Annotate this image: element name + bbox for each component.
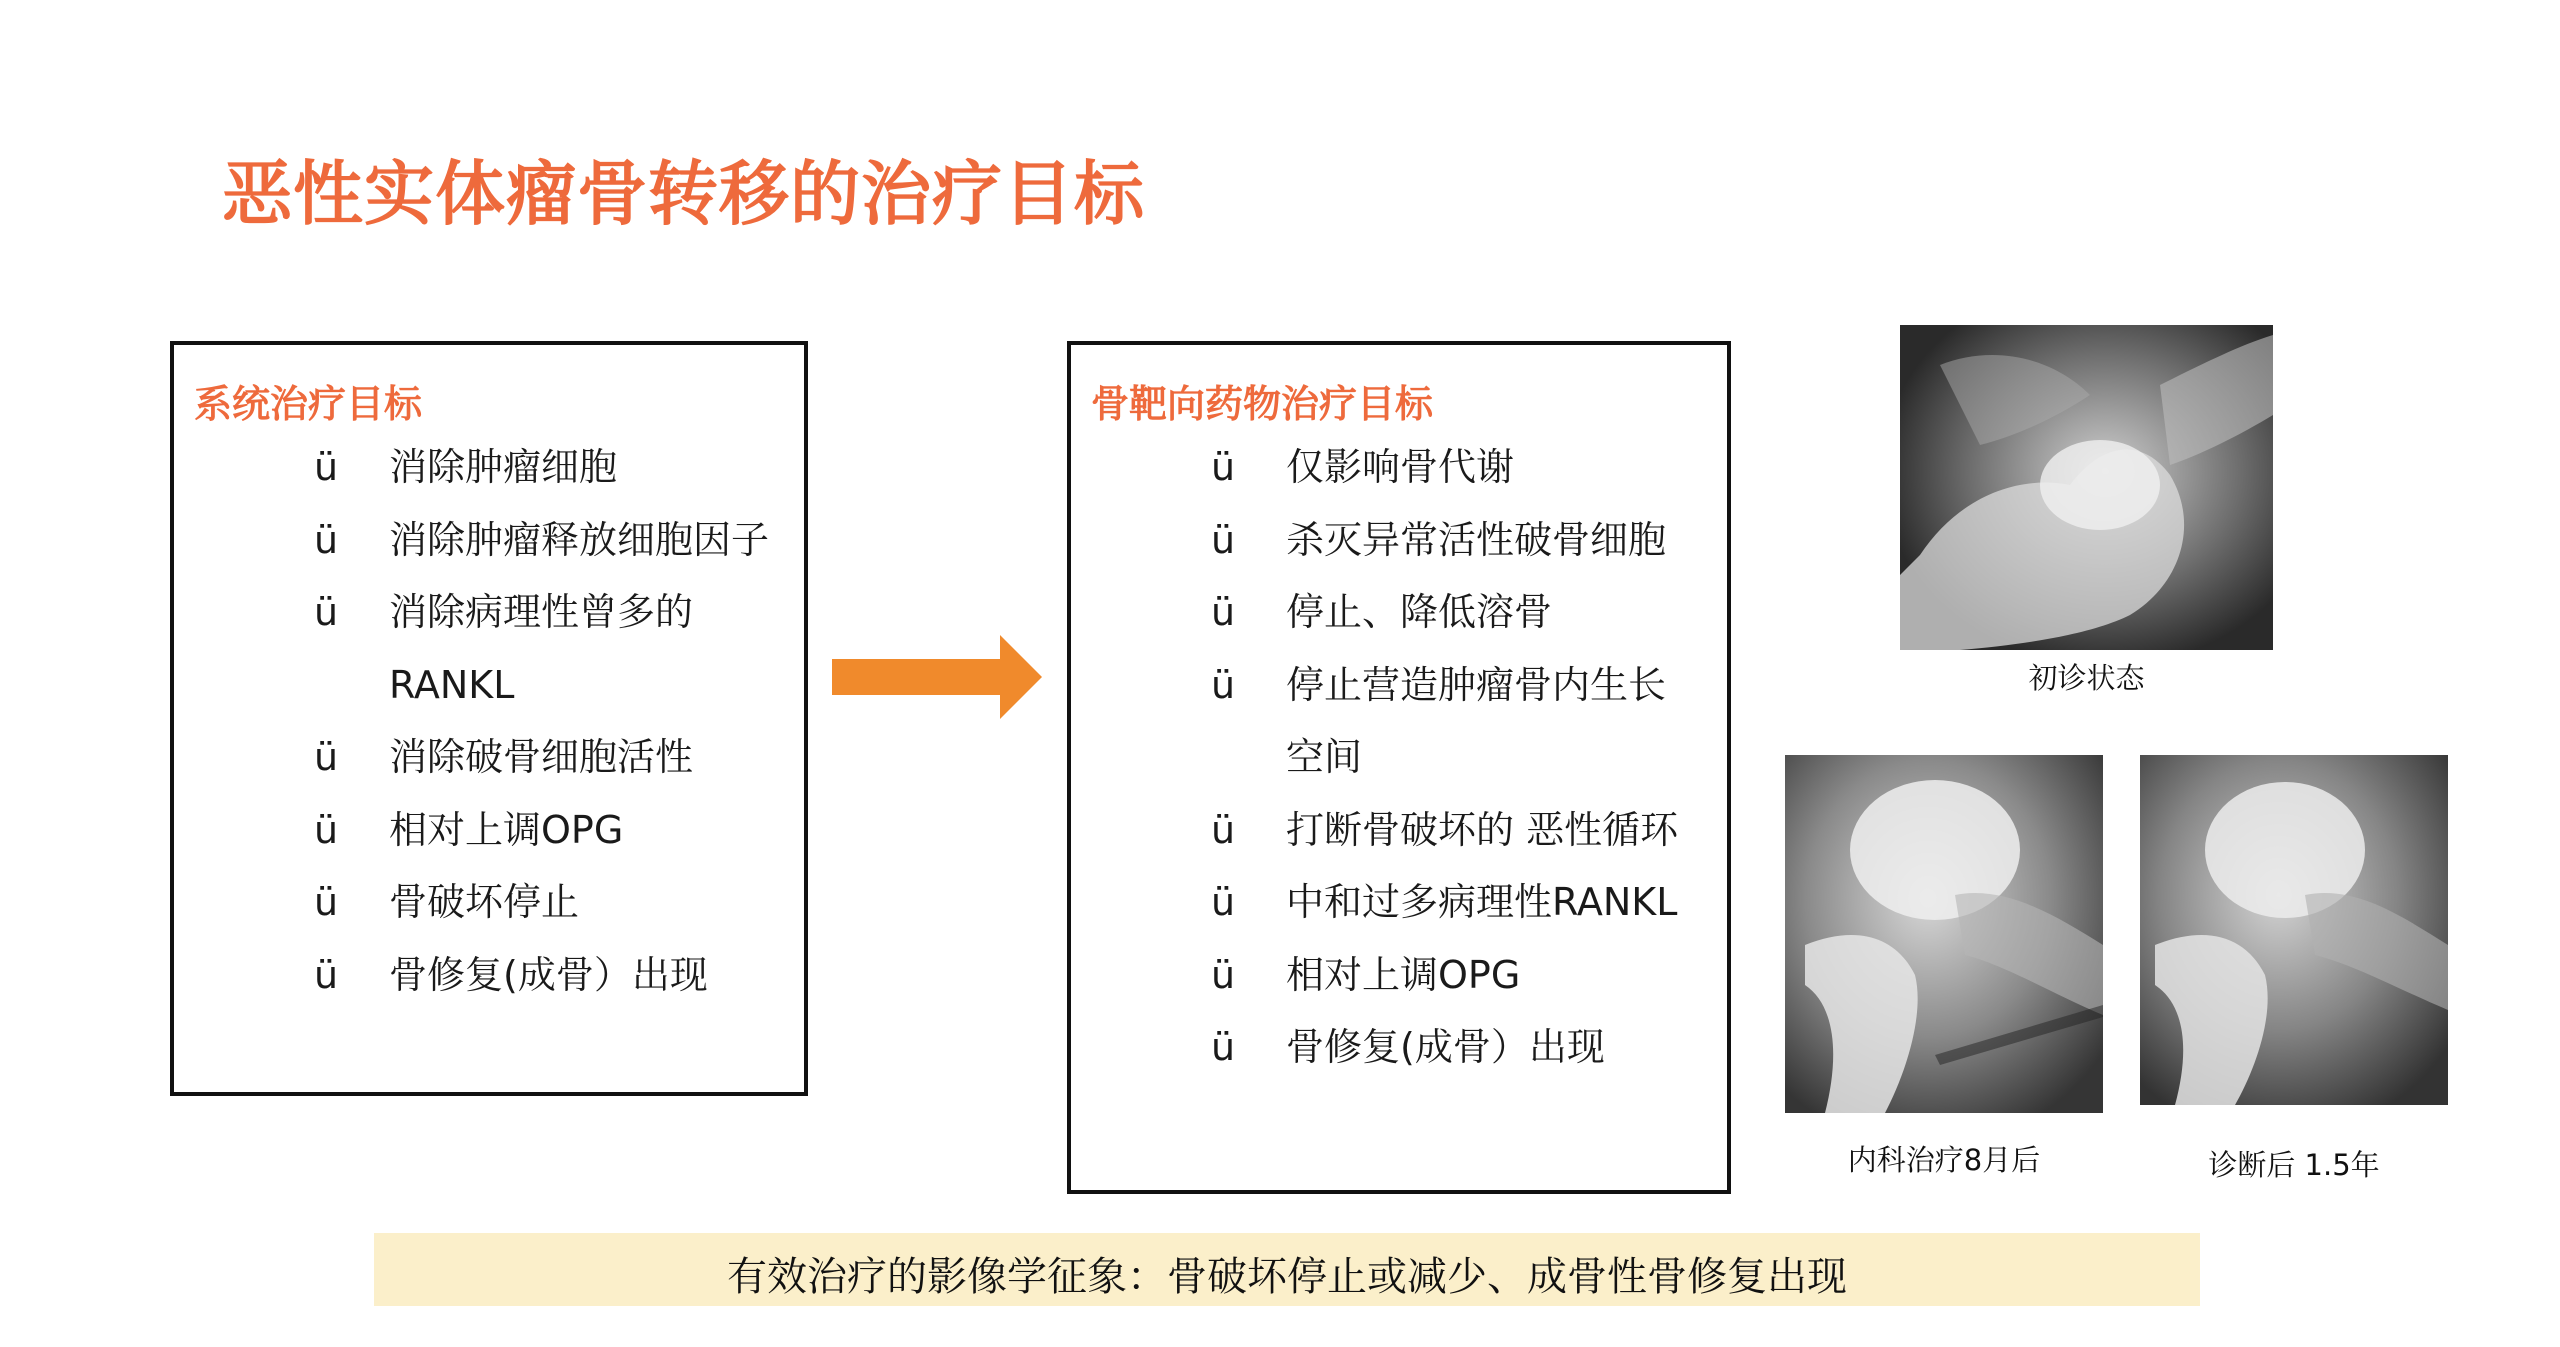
list-item-text: 空间 (1286, 735, 1363, 779)
list-item (174, 939, 804, 1012)
check-bullet-icon: ü (1211, 952, 1236, 997)
check-bullet-icon: ü (1211, 590, 1236, 634)
list-item-text: 相对上调OPG (389, 807, 624, 852)
bone-targeted-therapy-goals-box (1067, 341, 1731, 1194)
list-item-text: 打断骨破坏的 恶性循环 (1286, 807, 1679, 852)
list-item-text: 骨修复(成骨）出现 (389, 952, 708, 997)
check-bullet-icon: ü (1211, 517, 1236, 562)
xray-after-1-5-years-image (2140, 755, 2448, 1105)
list-item (174, 866, 804, 939)
check-bullet-icon: ü (1211, 445, 1236, 489)
check-bullet-icon: ü (314, 807, 339, 852)
list-item-text: 相对上调OPG (1286, 952, 1521, 997)
bone-targeted-therapy-goals-list (1071, 431, 1727, 1084)
bone-targeted-therapy-goals-title: 骨靶向药物治疗目标 (1091, 382, 1434, 426)
list-item-text: 消除肿瘤释放细胞因子 (389, 517, 770, 562)
list-item-continuation (174, 649, 804, 722)
list-item-text: 骨修复(成骨）出现 (1286, 1025, 1605, 1069)
summary-banner-text: 有效治疗的影像学征象：骨破坏停止或减少、成骨性骨修复出现 (727, 1254, 1847, 1300)
check-bullet-icon: ü (314, 590, 339, 634)
systemic-therapy-goals-title: 系统治疗目标 (194, 382, 423, 426)
list-item-text: 停止、降低溶骨 (1286, 590, 1553, 634)
check-bullet-icon: ü (314, 445, 339, 489)
list-item (1071, 794, 1727, 867)
check-bullet-icon: ü (1211, 880, 1236, 924)
xray-initial-caption: 初诊状态 (2028, 661, 2145, 695)
list-item (1071, 504, 1727, 577)
list-item (1071, 866, 1727, 939)
check-bullet-icon: ü (1211, 807, 1236, 852)
list-item-text: 消除肿瘤细胞 (389, 445, 618, 489)
check-bullet-icon: ü (314, 952, 339, 997)
systemic-therapy-goals-box (170, 341, 808, 1096)
list-item-text: 停止营造肿瘤骨内生长 (1286, 662, 1667, 707)
list-item (1071, 431, 1727, 504)
list-item-text: 骨破坏停止 (389, 880, 580, 924)
summary-banner (374, 1233, 2200, 1306)
check-bullet-icon: ü (1211, 1025, 1236, 1069)
list-item-text: 消除破骨细胞活性 (389, 735, 694, 779)
list-item-text: 仅影响骨代谢 (1286, 445, 1515, 489)
xray-after-8-months-caption: 内科治疗8月后 (1847, 1143, 2041, 1177)
right-arrow-icon (832, 635, 1042, 719)
list-item (174, 721, 804, 794)
list-item-text: RANKL (389, 662, 515, 707)
list-item (174, 576, 804, 649)
xray-after-8-months-image (1785, 755, 2103, 1113)
list-item-text: 中和过多病理性RANKL (1286, 880, 1678, 924)
list-item-text: 消除病理性曾多的 (389, 590, 694, 634)
xray-initial-image (1900, 325, 2273, 650)
slide-title: 恶性实体瘤骨转移的治疗目标 (222, 153, 1145, 235)
list-item (1071, 649, 1727, 722)
list-item (174, 504, 804, 577)
list-item (174, 794, 804, 867)
list-item (1071, 939, 1727, 1012)
check-bullet-icon: ü (314, 880, 339, 924)
systemic-therapy-goals-list (174, 431, 804, 1011)
list-item (1071, 576, 1727, 649)
check-bullet-icon: ü (1211, 662, 1236, 707)
list-item-continuation (1071, 721, 1727, 794)
check-bullet-icon: ü (314, 735, 339, 779)
list-item (174, 431, 804, 504)
list-item-text: 杀灭异常活性破骨细胞 (1286, 517, 1667, 562)
xray-after-1-5-years-caption: 诊断后 1.5年 (2208, 1148, 2380, 1182)
list-item (1071, 1011, 1727, 1084)
check-bullet-icon: ü (314, 517, 339, 562)
